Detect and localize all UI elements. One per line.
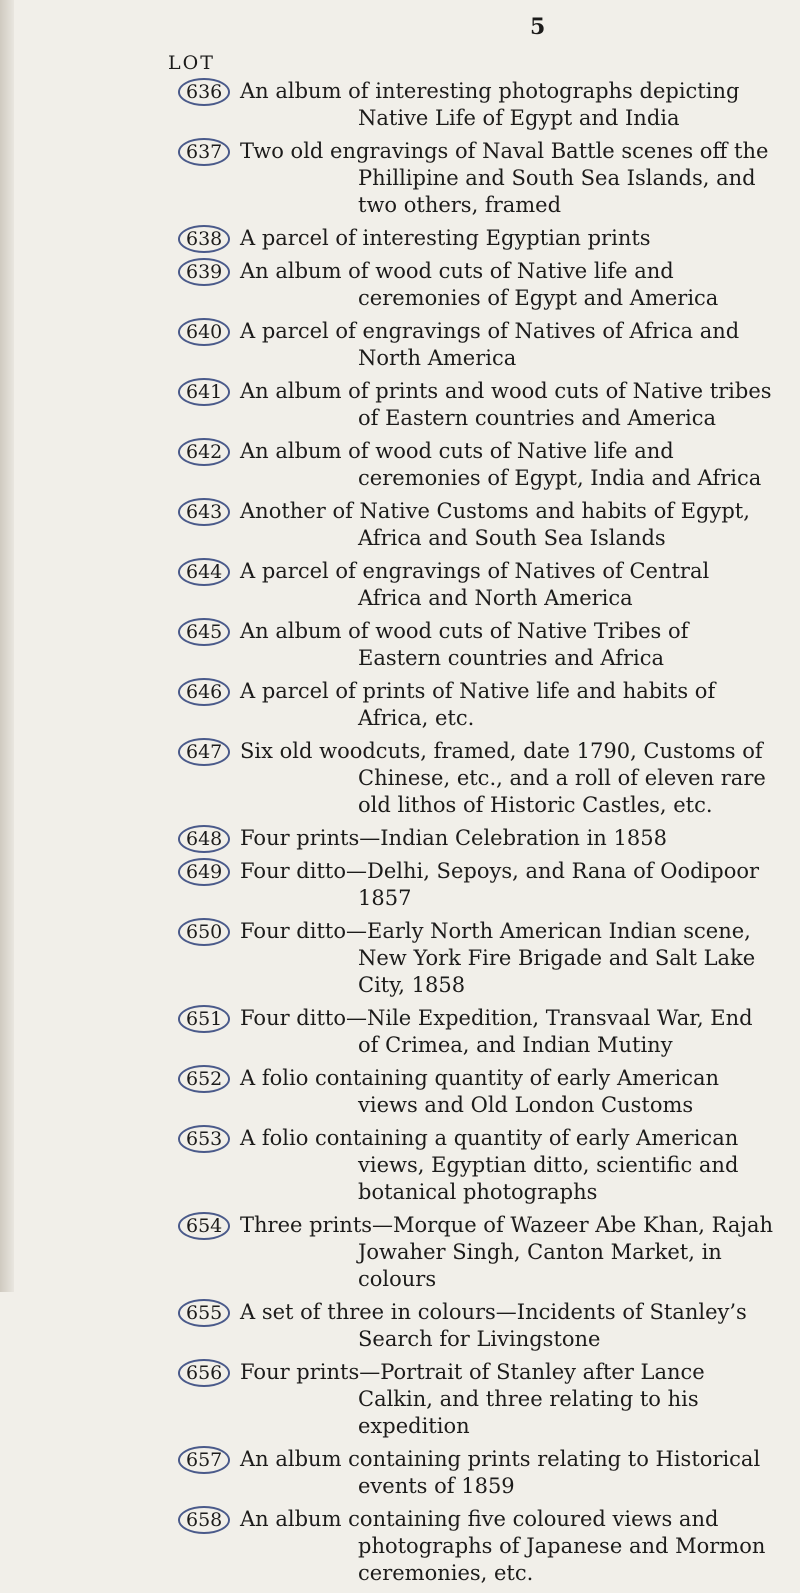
- lot-number: 639: [178, 258, 230, 286]
- lot-number: 649: [178, 858, 230, 886]
- lot-number: 655: [178, 1299, 230, 1327]
- lot-number: 648: [178, 825, 230, 853]
- lot-description: A set of three in colours—Incidents of Stanley’s Search for Livingstone: [240, 1300, 747, 1351]
- lot-description: Another of Native Customs and habits of Egypt, Africa and South Sea Islands: [240, 499, 750, 550]
- lot-entry: [0, 1065, 800, 1119]
- lot-description: Six old woodcuts, framed, date 1790, Customs of Chinese, etc., and a roll of eleven rare old lithos of Historic Castles, etc.: [240, 739, 766, 817]
- lot-number: 656: [178, 1359, 230, 1387]
- lot-description: Four ditto—Early North American Indian scene, New York Fire Brigade and Salt Lake City, 1858: [240, 919, 756, 997]
- lot-description: Two old engravings of Naval Battle scenes off the Phillipine and South Sea Islands, and two others, framed: [240, 139, 769, 217]
- lot-entry: [0, 438, 800, 492]
- lot-number: 646: [178, 678, 230, 706]
- lot-number: 638: [178, 225, 230, 253]
- lot-entry: [0, 918, 800, 999]
- lot-entry: [0, 1359, 800, 1440]
- lot-number: 645: [178, 618, 230, 646]
- lot-description: A parcel of interesting Egyptian prints: [240, 226, 651, 250]
- lot-number: 647: [178, 738, 230, 766]
- lot-entry: [0, 378, 800, 432]
- lot-number: 657: [178, 1446, 230, 1474]
- lot-description: Four prints—Portrait of Stanley after Lance Calkin, and three relating to his expedition: [240, 1360, 705, 1438]
- lot-number: 637: [178, 138, 230, 166]
- lot-entry: [0, 618, 800, 672]
- lot-description: A parcel of prints of Native life and habits of Africa, etc.: [240, 679, 716, 730]
- lot-entry: [0, 1212, 800, 1293]
- lot-number: 643: [178, 498, 230, 526]
- lot-description: A folio containing quantity of early American views and Old London Customs: [240, 1066, 720, 1117]
- lot-entry: [0, 1506, 800, 1587]
- lot-description: An album of interesting photographs depicting Native Life of Egypt and India: [240, 79, 740, 130]
- lot-entry: [0, 225, 800, 252]
- lot-number: 658: [178, 1506, 230, 1534]
- lot-number: 641: [178, 378, 230, 406]
- lot-entry: [0, 558, 800, 612]
- lot-entry: [0, 678, 800, 732]
- lot-number: 640: [178, 318, 230, 346]
- lot-entries: [0, 78, 800, 1593]
- lot-description: An album containing five coloured views and photographs of Japanese and Mormon ceremonies, etc.: [240, 1507, 766, 1585]
- lot-entry: [0, 1446, 800, 1500]
- lot-description: A parcel of engravings of Natives of Central Africa and North America: [240, 559, 710, 610]
- lot-description: An album of wood cuts of Native life and ceremonies of Egypt and America: [240, 259, 719, 310]
- lot-entry: [0, 498, 800, 552]
- lot-number: 652: [178, 1065, 230, 1093]
- lot-description: An album containing prints relating to Historical events of 1859: [240, 1447, 761, 1498]
- lot-description: Four prints—Indian Celebration in 1858: [240, 826, 667, 850]
- lot-entry: [0, 1299, 800, 1353]
- lot-number: 636: [178, 78, 230, 106]
- lot-description: An album of wood cuts of Native Tribes of Eastern countries and Africa: [240, 619, 689, 670]
- lot-description: Four ditto—Delhi, Sepoys, and Rana of Oodipoor 1857: [240, 859, 760, 910]
- lot-entry: [0, 1005, 800, 1059]
- lot-description: An album of prints and wood cuts of Native tribes of Eastern countries and America: [240, 379, 772, 430]
- lot-description: Three prints—Morque of Wazeer Abe Khan, Rajah Jowaher Singh, Canton Market, in colours: [240, 1213, 773, 1291]
- lot-entry: [0, 1125, 800, 1206]
- lot-description: A parcel of engravings of Natives of Africa and North America: [240, 319, 740, 370]
- lot-number: 650: [178, 918, 230, 946]
- lot-entry: [0, 258, 800, 312]
- lot-entry: [0, 138, 800, 219]
- page-number: 5: [530, 14, 546, 40]
- lot-number: 642: [178, 438, 230, 466]
- lot-description: An album of wood cuts of Native life and ceremonies of Egypt, India and Africa: [240, 439, 762, 490]
- lot-number: 654: [178, 1212, 230, 1240]
- lot-entry: [0, 738, 800, 819]
- lot-entry: [0, 78, 800, 132]
- lot-number: 644: [178, 558, 230, 586]
- lot-entry: [0, 825, 800, 852]
- lot-description: A folio containing a quantity of early American views, Egyptian ditto, scientific and botanical photographs: [240, 1126, 739, 1204]
- lot-description: Four ditto—Nile Expedition, Transvaal War, End of Crimea, and Indian Mutiny: [240, 1006, 753, 1057]
- lot-entry: [0, 318, 800, 372]
- lot-column-header: LOT: [168, 52, 215, 74]
- lot-entry: [0, 858, 800, 912]
- lot-number: 653: [178, 1125, 230, 1153]
- lot-number: 651: [178, 1005, 230, 1033]
